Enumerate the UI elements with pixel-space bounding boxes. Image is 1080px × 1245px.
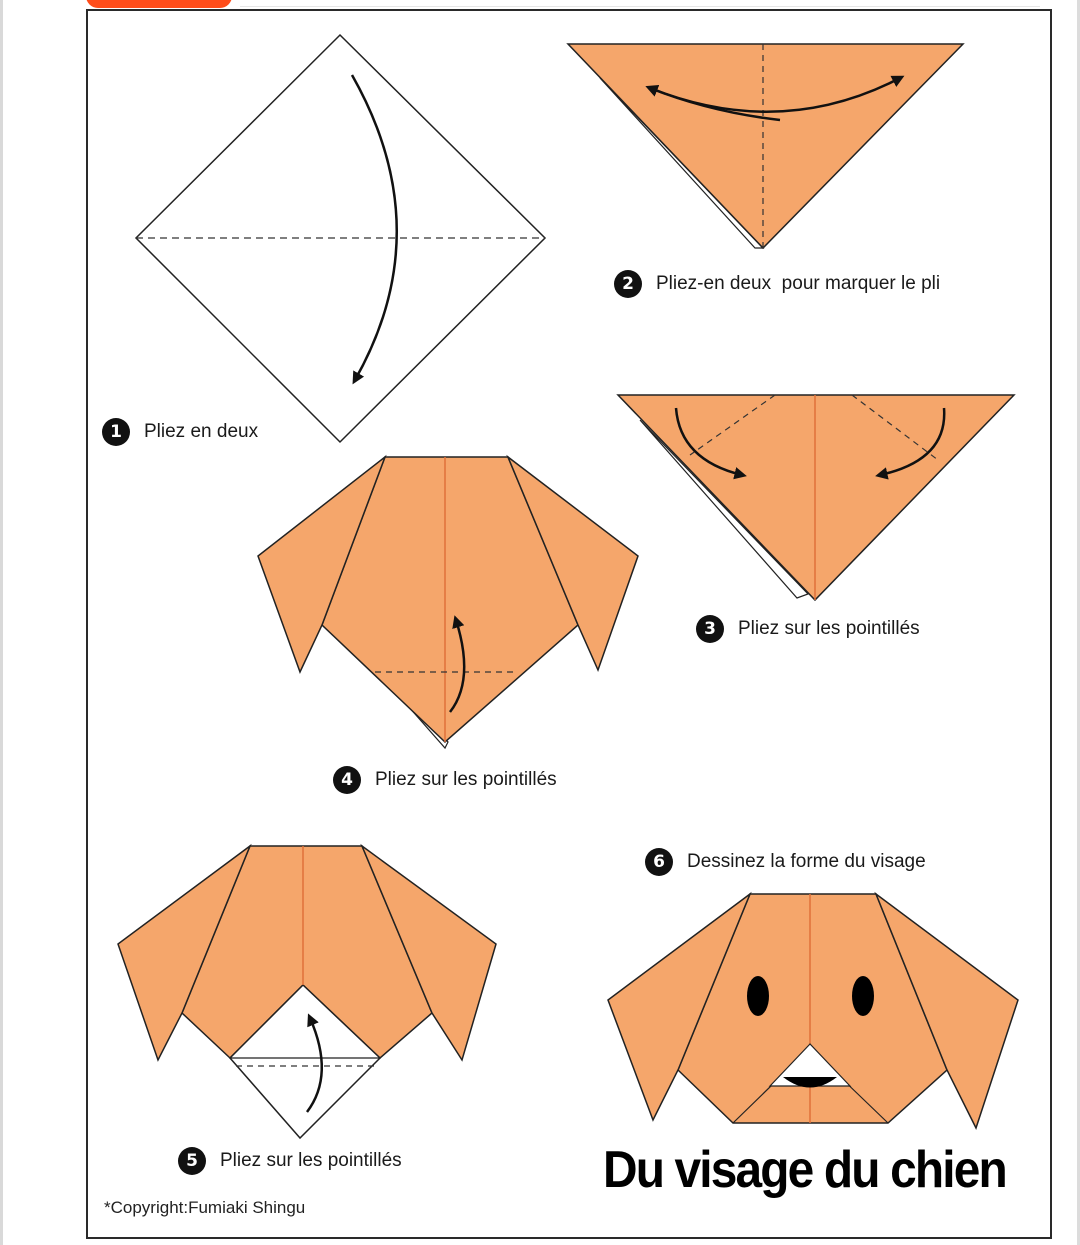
step-6-text: Dessinez la forme du visage <box>687 851 926 872</box>
step-4-number: 4 <box>333 766 361 794</box>
step-3-label <box>696 615 920 643</box>
step-6-label <box>645 848 926 876</box>
step4-diagram <box>258 457 638 748</box>
step-5-label <box>178 1147 402 1175</box>
step-4-label <box>333 766 557 794</box>
step-1-label <box>102 418 258 446</box>
dog-right-eye <box>852 976 874 1016</box>
step1-diagram <box>136 35 545 442</box>
step2-diagram <box>568 44 963 248</box>
step-4-text: Pliez sur les pointillés <box>375 769 557 790</box>
step-5-text: Pliez sur les pointillés <box>220 1150 402 1171</box>
step-5-number: 5 <box>178 1147 206 1175</box>
step3-diagram <box>618 395 1014 600</box>
copyright-text: *Copyright:Fumiaki Shingu <box>104 1198 306 1217</box>
step-1-text: Pliez en deux <box>144 421 259 442</box>
page-title: Du visage du chien <box>603 1141 1006 1199</box>
step-2-number: 2 <box>614 270 642 298</box>
step-2-label <box>614 270 940 298</box>
step-2-text: Pliez-en deux pour marquer le pli <box>656 273 941 294</box>
step-3-number: 3 <box>696 615 724 643</box>
step6-diagram <box>608 894 1018 1128</box>
step5-diagram <box>118 846 496 1138</box>
step-1-number: 1 <box>102 418 130 446</box>
step-6-number: 6 <box>645 848 673 876</box>
step-3-text: Pliez sur les pointillés <box>738 618 920 639</box>
dog-left-eye <box>747 976 769 1016</box>
